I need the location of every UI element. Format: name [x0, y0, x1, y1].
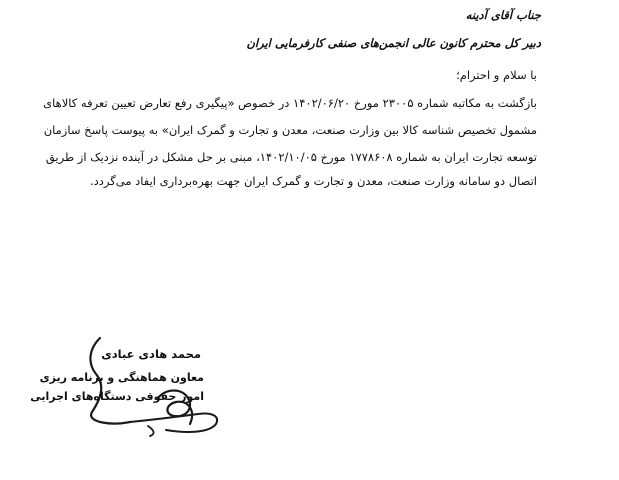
addressee-title: دبیر کل محترم کانون عالی انجمن‌های صنفی کارفرمایی ایران	[246, 36, 541, 50]
signatory-department: امور حقوقی دستگاه‌های اجرایی	[30, 390, 204, 403]
signatory-title: معاون هماهنگی و برنامه ریزی	[39, 371, 204, 384]
greeting: با سلام و احترام؛	[456, 68, 537, 82]
addressee-name: جناب آقای آدینه	[465, 8, 541, 22]
body-line: بازگشت به مکاتبه شماره ۲۳۰۰۵ مورخ ۱۴۰۲/۰۶/۲۰ در خصوص «پیگیری رفع تعارض تعیین تعرفه کالاهای	[43, 96, 537, 110]
signatory-name: محمد هادی عبادی	[101, 347, 201, 361]
body-line: مشمول تخصیص شناسه کالا بین وزارت صنعت، معدن و تجارت و گمرک ایران» به پیوست پاسخ سازمان	[43, 123, 537, 137]
body-line: توسعه تجارت ایران به شماره ۱۷۷۸۶۰۸ مورخ ۱۴۰۲/۱۰/۰۵، مبنی بر حل مشکل در آینده نزدیک از طریق	[45, 150, 537, 164]
body-line: اتصال دو سامانه وزارت صنعت، معدن و تجارت و گمرک ایران جهت بهره‌برداری ایفاد می‌گردد.	[90, 174, 537, 188]
